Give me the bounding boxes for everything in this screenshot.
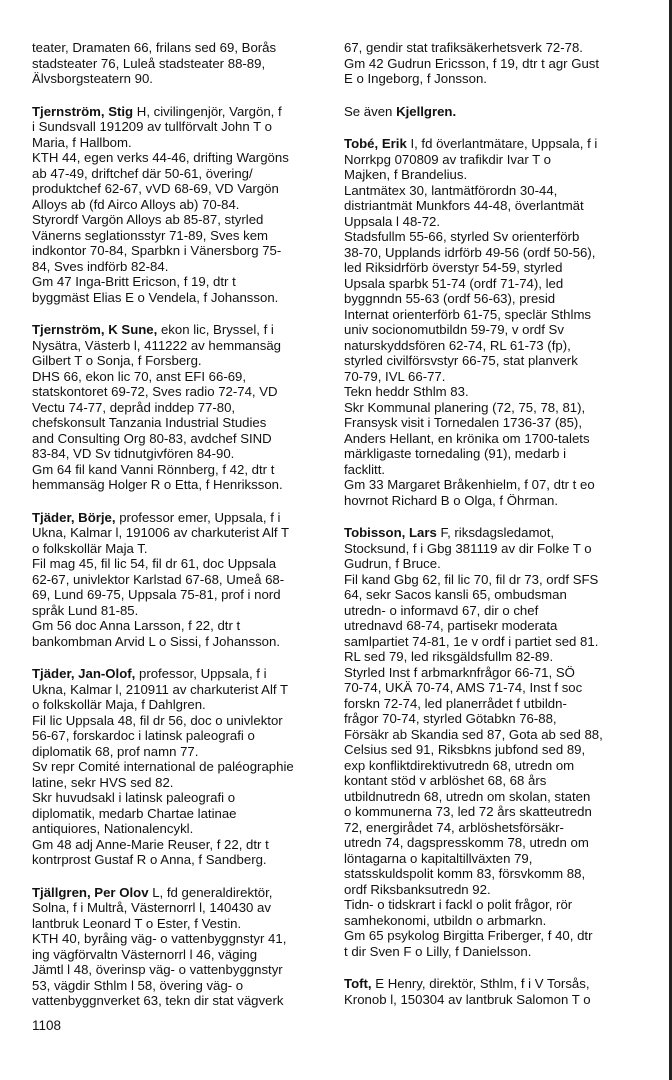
entry-text: Alloys ab (fd Airco Alloys ab) 70-84.: [32, 196, 240, 212]
entry-text: Nysätra, Västerb l, 411222 av hemmansäg: [32, 337, 281, 353]
left-column: [32, 40, 332, 1026]
entry-text: F, riksdagsledamot,: [436, 525, 555, 540]
entry-line: [32, 572, 332, 588]
entry-line: [344, 603, 644, 619]
entry-line: [344, 167, 644, 183]
entry-line: [344, 992, 644, 1008]
entry-line: [32, 713, 332, 729]
entry-toft-henry: [344, 976, 644, 1007]
entry-line: [32, 978, 332, 994]
entry-text: DHS 66, ekon lic 70, anst EFI 66-69,: [32, 368, 247, 384]
entry-text: Gm 33 Margaret Bråkenhielm, f 07, dtr t eo: [344, 477, 595, 492]
entry-text: o folkskollär Maja T.: [32, 540, 148, 556]
entry-line: [344, 104, 644, 120]
entry-line: [344, 572, 644, 588]
entry-text: frågor 70-74, styrled Götabkn 76-88,: [344, 711, 557, 726]
entry-line: [344, 976, 644, 992]
entry-line: [344, 198, 644, 214]
entry-line: [32, 243, 332, 259]
entry-line: [32, 885, 332, 901]
entry-line: [344, 680, 644, 696]
entry-text: Gilbert T o Sonja, f Forsberg.: [32, 353, 202, 368]
entry-text: lantbruk Leonard T o Ester, f Vestin.: [32, 915, 242, 931]
entry-line: [32, 353, 332, 369]
entry-text: Älvsborgsteatern 90.: [32, 71, 153, 86]
entry-text: 84, Sves indförb 82-84.: [32, 258, 169, 274]
entry-line: [32, 40, 332, 56]
entry-text: t dir Sven F o Lilly, f Danielsson.: [344, 943, 532, 959]
entry-line: [32, 666, 332, 682]
entry-line: [344, 152, 644, 168]
entry-text: utredn 74, dagspresskomm 78, utredn om: [344, 835, 589, 850]
entry-text: o kommunerna 73, led 72 års skatteutredn: [344, 804, 592, 819]
entry-line: [32, 931, 332, 947]
entry-line: [344, 307, 644, 323]
entry-line: [344, 804, 644, 820]
entry-line: [32, 119, 332, 135]
entry-line: [344, 835, 644, 851]
entry-line: [344, 556, 644, 572]
entry-line: [344, 866, 644, 882]
entry-text: Internat orienterförb 61-75, speclär Sthlms: [344, 306, 592, 322]
entry-line: [344, 136, 644, 152]
entry-text: märkligaste tornedaling (91), medarb i: [344, 446, 567, 461]
entry-text: produktchef 62-67, vVD 68-69, VD Vargön: [32, 181, 279, 196]
entry-text: o folkskollär Maja, f Dahlgren.: [32, 697, 206, 712]
entry-line: [32, 821, 332, 837]
entry-text: Upsala sparbk 51-74 (ordf 71-74), led: [344, 275, 564, 291]
entry-text: ekon lic, Bryssel, f i: [157, 322, 274, 337]
entry-line: [32, 369, 332, 385]
entry-line: [344, 40, 644, 56]
entry-line: [32, 197, 332, 213]
entry-text: byggmäst Elias E o Vendela, f Johansson.: [32, 289, 279, 305]
entry-text: samhekonomi, utbildn o arbmarkn.: [344, 912, 547, 928]
entry-text: Celsius sed 91, Riksbkns jubfond sed 89,: [344, 742, 586, 757]
entry-line: [32, 603, 332, 619]
entry-text: E o Ingeborg, f Jonsson.: [344, 71, 487, 86]
entry-line: [32, 290, 332, 306]
entry-cont-top: [32, 40, 332, 87]
entry-line: [32, 462, 332, 478]
entry-tjallgren-per-olov: [32, 885, 332, 1009]
entry-line: [32, 166, 332, 182]
entry-text: Fil mag 45, fil lic 54, fil dr 61, doc Uppsala: [32, 556, 277, 571]
entry-text: Solna, f i Multrå, Västernorrl l, 140430 av: [32, 900, 271, 915]
entry-text: byggnndn 55-63 (ordf 56-63), presid: [344, 291, 556, 306]
entry-text: teater, Dramaten 66, frilans sed 69, Borås: [32, 40, 277, 55]
entry-text: bankombman Arvid L o Sissi, f Johansson.: [32, 633, 281, 649]
entry-text: Uppsala l 48-72.: [344, 213, 441, 229]
entry-line: [32, 900, 332, 916]
entry-line: [32, 775, 332, 791]
entry-text: facklitt.: [344, 461, 386, 477]
entry-text: led Riksidrförb överstyr 54-59, styrled: [344, 260, 563, 275]
entry-line: [32, 947, 332, 963]
entry-line: [32, 587, 332, 603]
entry-line: [344, 56, 644, 72]
entry-line: [32, 431, 332, 447]
entry-text: KTH 40, byråing väg- o vattenbyggnstyr 41,: [32, 931, 287, 946]
entry-line: [344, 789, 644, 805]
entry-text: 67, gendir stat trafiksäkerhetsverk 72-78.: [344, 40, 583, 55]
entry-text: Se även: [344, 103, 397, 119]
entry-line: [344, 696, 644, 712]
entry-text: Tekn heddr Sthlm 83.: [344, 384, 469, 399]
entry-line: [344, 384, 644, 400]
entry-text: and Consulting Org 80-83, avdchef SIND: [32, 430, 272, 446]
entry-text: vattenbyggnverket 63, tekn dir stat vägverk: [32, 993, 284, 1008]
entry-line: [32, 728, 332, 744]
entry-text: Norrkpg 070809 av trafikdir Ivar T o: [344, 151, 551, 167]
entry-text: E Henry, direktör, Sthlm, f i V Torsås,: [371, 976, 590, 991]
entry-tobe-erik: [344, 136, 644, 508]
entry-line: [32, 181, 332, 197]
entry-text: diplomatik, medarb Chartae latinae: [32, 805, 237, 821]
entry-text: L, fd generaldirektör,: [148, 884, 273, 900]
entry-text: Skr huvudsakl i latinsk paleografi o: [32, 790, 236, 805]
entry-text: forskn 72-74, led planerrådet f utbildn-: [344, 695, 567, 711]
entry-line: [344, 711, 644, 727]
entry-line: [344, 897, 644, 913]
entry-text: KTH 44, egen verks 44-46, drifting Wargöns: [32, 150, 289, 165]
entry-text: hemmansäg Holger R o Etta, f Henriksson.: [32, 477, 283, 492]
entry-line: [344, 446, 644, 462]
entry-text: utrednavd 68-74, partisekr moderata: [344, 618, 558, 633]
entry-cont-right: [344, 40, 644, 87]
entry-line: [344, 462, 644, 478]
entry-line: [344, 291, 644, 307]
entry-line: [32, 541, 332, 557]
entry-text: univ socionomutbildn 59-79, v ordf Sv: [344, 322, 564, 337]
entry-text: Lantmätex 30, lantmätförordn 30-44,: [344, 182, 558, 198]
entry-tjader-jan-olof: [32, 666, 332, 868]
cross-reference: Kjellgren.: [396, 103, 457, 119]
entry-text: latine, sekr HVS sed 82.: [32, 774, 174, 790]
entry-text: Fil lic Uppsala 48, fil dr 56, doc o univlektor: [32, 712, 283, 728]
entry-se-aven-kjellgren: [344, 104, 644, 120]
entry-text: 56-67, forskardoc i latinsk paleografi o: [32, 728, 255, 743]
entry-text: Majken, f Brandelius.: [344, 167, 468, 182]
entry-text: Maria, f Hallbom.: [32, 134, 132, 150]
entry-tjernstrom-sune: [32, 322, 332, 493]
entry-line: [32, 790, 332, 806]
entry-text: chefskonsult Tanzania Industrial Studies: [32, 415, 267, 430]
entry-line: [344, 229, 644, 245]
entry-line: [32, 338, 332, 354]
entry-line: [32, 697, 332, 713]
entry-line: [344, 71, 644, 87]
entry-name: Tobé, Erik: [344, 136, 407, 151]
entry-line: [32, 682, 332, 698]
entry-text: Stocksund, f i Gbg 381119 av dir Folke T o: [344, 540, 592, 556]
entry-line: [344, 634, 644, 650]
entry-line: [344, 322, 644, 338]
entry-line: [32, 212, 332, 228]
entry-line: [344, 758, 644, 774]
entry-line: [32, 477, 332, 493]
entry-text: kontrprost Gustaf R o Anna, f Sandberg.: [32, 852, 267, 867]
entry-line: [344, 665, 644, 681]
entry-line: [344, 649, 644, 665]
entry-text: 70-74, UKÄ 70-74, AMS 71-74, Inst f soc: [344, 680, 583, 695]
entry-line: [32, 916, 332, 932]
page-number: 1108: [32, 1018, 62, 1033]
entry-text: 38-70, Upplands idrförb 49-56 (ordf 50-56),: [344, 244, 596, 260]
entry-text: Vectu 74-77, depråd inddep 77-80,: [32, 399, 236, 415]
entry-line: [32, 384, 332, 400]
entry-text: Tidn- o tidskrart i fackl o polit frågor, rör: [344, 897, 573, 912]
entry-line: [344, 214, 644, 230]
entry-line: [344, 431, 644, 447]
entry-text: Anders Hellant, en krönika om 1700-talets: [344, 430, 590, 446]
entry-line: [344, 541, 644, 557]
entry-line: [32, 618, 332, 634]
entry-text: utbildnutredn 68, utredn om skolan, staten: [344, 788, 591, 804]
entry-line: [32, 150, 332, 166]
entry-text: i Sundsvall 191209 av tullförvalt John T o: [32, 119, 272, 134]
entry-text: Ukna, Kalmar l, 210911 av charkuterist Alf T: [32, 681, 289, 697]
entry-text: Kronob l, 150304 av lantbruk Salomon T o: [344, 991, 591, 1007]
entry-text: 83-84, VD Sv tidnutgivfören 84-90.: [32, 446, 235, 461]
entry-line: [344, 618, 644, 634]
entry-name: Tjernström, K Sune,: [32, 322, 158, 337]
entry-text: indkontor 70-84, Sparbkn i Vänersborg 75-: [32, 243, 282, 258]
right-column: [344, 40, 644, 1024]
entry-line: [344, 245, 644, 261]
entry-line: [344, 477, 644, 493]
entry-text: Försäkr ab Skandia sed 87, Gota ab sed 88,: [344, 726, 603, 742]
entry-line: [344, 773, 644, 789]
entry-line: [344, 415, 644, 431]
entry-line: [344, 944, 644, 960]
entry-text: Gm 42 Gudrun Ericsson, f 19, dtr t agr Gust: [344, 55, 600, 71]
entry-line: [32, 556, 332, 572]
entry-line: [32, 806, 332, 822]
entry-text: utredn- o informavd 67, dir o chef: [344, 602, 539, 618]
entry-name: Tjernström, Stig: [32, 103, 134, 119]
entry-line: [344, 928, 644, 944]
entry-text: professor, Uppsala, f i: [135, 666, 267, 681]
entry-line: [344, 338, 644, 354]
entry-line: [344, 493, 644, 509]
entry-text: professor emer, Uppsala, f i: [115, 509, 281, 525]
entry-text: Sv repr Comité international de paléographie: [32, 759, 294, 774]
entry-line: [32, 415, 332, 431]
entry-line: [32, 56, 332, 72]
entry-line: [32, 634, 332, 650]
entry-text: stadsteater 76, Luleå stadsteater 88-89,: [32, 55, 266, 71]
entry-text: Gm 64 fil kand Vanni Rönnberg, f 42, dtr t: [32, 461, 275, 477]
entry-line: [344, 882, 644, 898]
entry-text: 64, sekr Sacos kansli 65, ombudsman: [344, 587, 567, 602]
entry-text: distriantmät Munkfors 44-48, överlantmät: [344, 198, 584, 213]
entry-name: Tjäder, Jan-Olof,: [32, 666, 136, 681]
entry-line: [344, 260, 644, 276]
entry-text: Gudrun, f Bruce.: [344, 556, 441, 571]
entry-text: 70-79, IVL 66-77.: [344, 368, 446, 384]
entry-line: [32, 228, 332, 244]
entry-line: [32, 259, 332, 275]
entry-line: [32, 104, 332, 120]
entry-text: H, civilingenjör, Vargön, f: [133, 103, 282, 119]
entry-line: [344, 183, 644, 199]
entry-text: 72, energirådet 74, arblöshetsförsäkr-: [344, 819, 564, 835]
entry-text: Fransysk visit i Tornedalen 1736-37 (85),: [344, 415, 582, 430]
entry-line: [344, 820, 644, 836]
entry-text: statsskuldspolit komm 83, försvkomm 88,: [344, 866, 586, 881]
entry-text: löntagarna o kapitaltillväxten 79,: [344, 850, 533, 866]
entry-line: [32, 274, 332, 290]
entry-text: Gm 65 psykolog Birgitta Friberger, f 40, dtr: [344, 928, 593, 943]
entry-text: I, fd överlantmätare, Uppsala, f i: [406, 136, 598, 151]
entry-text: naturskyddsfören 62-74, RL 61-73 (fp),: [344, 337, 571, 353]
entry-line: [32, 71, 332, 87]
entry-text: 53, vägdir Sthlm l 58, övering väg- o: [32, 977, 244, 993]
entry-text: RL sed 79, led riksgäldsfullm 82-89.: [344, 649, 554, 664]
entry-line: [32, 446, 332, 462]
entry-line: [344, 525, 644, 541]
entry-tjader-borje: [32, 510, 332, 650]
entry-tobisson-lars: [344, 525, 644, 959]
entry-line: [344, 353, 644, 369]
entry-line: [32, 525, 332, 541]
entry-line: [344, 913, 644, 929]
entry-name: Tjäder, Börje,: [32, 509, 116, 525]
entry-text: kontant stöd v arblöshet 68, 68 års: [344, 773, 547, 788]
entry-line: [32, 744, 332, 760]
entry-line: [344, 851, 644, 867]
entry-name: Tjällgren, Per Olov: [32, 884, 149, 900]
entry-text: hovrnot Richard B o Olga, f Öhrman.: [344, 492, 559, 508]
entry-text: Gm 48 adj Anne-Marie Reuser, f 22, dtr t: [32, 836, 269, 852]
entry-text: Stadsfullm 55-66, styrled Sv orienterförb: [344, 229, 580, 244]
entry-text: styrled civilförsvstyr 66-75, stat planverk: [344, 353, 578, 368]
entry-text: ab 47-49, driftchef där 50-61, övering/: [32, 165, 253, 181]
entry-line: [32, 135, 332, 151]
entry-line: [344, 400, 644, 416]
entry-text: 62-67, univlektor Karlstad 67-68, Umeå 68-: [32, 571, 285, 587]
entry-text: Fil kand Gbg 62, fil lic 70, fil dr 73, ordf SFS: [344, 571, 599, 587]
entry-name: Tobisson, Lars: [344, 525, 437, 540]
entry-text: Jämtl l 48, överinsp väg- o vattenbyggnstyr: [32, 962, 283, 977]
entry-text: 69, Lund 69-75, Uppsala 75-81, prof i nord: [32, 587, 281, 602]
entry-text: ordf Riksbanksutredn 92.: [344, 881, 491, 897]
entry-text: språk Lund 81-85.: [32, 602, 139, 618]
entry-line: [32, 759, 332, 775]
entry-text: samlpartiet 74-81, 1e v ordf i partiet sed 81.: [344, 633, 599, 649]
entry-line: [32, 852, 332, 868]
entry-text: Gm 56 doc Anna Larsson, f 22, dtr t: [32, 618, 241, 633]
entry-line: [32, 322, 332, 338]
entry-text: Styrled Inst f arbmarknfrågor 66-71, SÖ: [344, 664, 575, 680]
entry-text: Gm 47 Inga-Britt Ericson, f 19, dtr t: [32, 274, 236, 289]
entry-line: [32, 962, 332, 978]
entry-text: Ukna, Kalmar l, 191006 av charkuterist Alf T: [32, 525, 290, 540]
entry-line: [344, 742, 644, 758]
entry-text: Skr Kommunal planering (72, 75, 78, 81),: [344, 399, 586, 415]
entry-line: [344, 727, 644, 743]
entry-line: [32, 400, 332, 416]
entry-text: ing vägförvaltn Västernorrl l 46, väging: [32, 946, 258, 962]
entry-line: [344, 276, 644, 292]
entry-name: Toft,: [344, 976, 372, 991]
entry-text: statskontoret 69-72, Sves radio 72-74, VD: [32, 384, 278, 399]
entry-text: antiquiores, Nationalencykl.: [32, 821, 194, 836]
entry-line: [344, 587, 644, 603]
entry-text: Vänerns seglationsstyr 71-89, Sves kem: [32, 227, 269, 243]
entry-line: [32, 510, 332, 526]
entry-text: Styrordf Vargön Alloys ab 85-87, styrled: [32, 212, 264, 227]
entry-line: [344, 369, 644, 385]
entry-text: exp konfliktdirektivutredn 68, utredn om: [344, 757, 575, 773]
entry-line: [32, 993, 332, 1009]
entry-line: [32, 837, 332, 853]
entry-text: diplomatik 68, prof namn 77.: [32, 743, 199, 759]
entry-tjernstrom-stig: [32, 104, 332, 306]
